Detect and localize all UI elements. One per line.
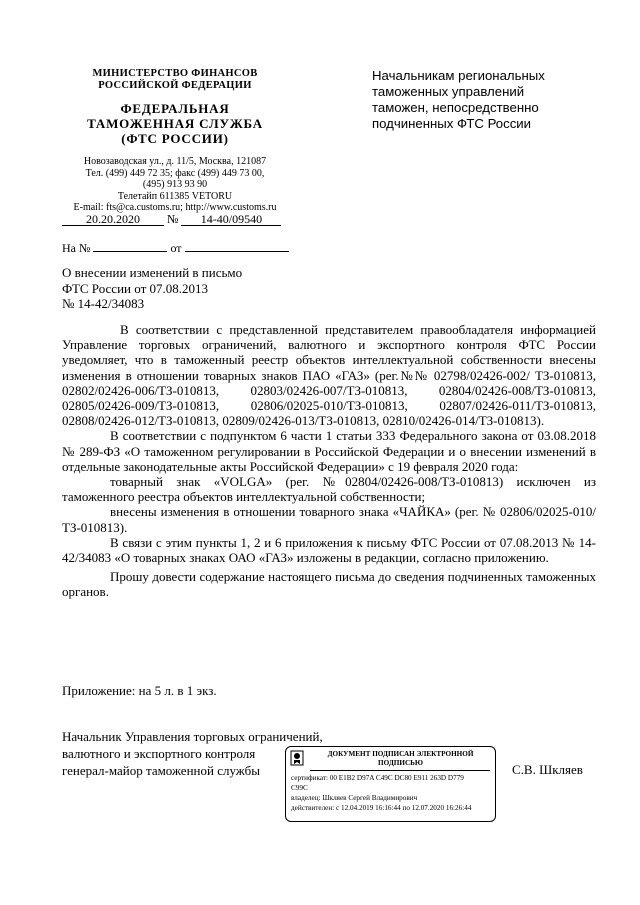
stamp-certificate-line1: сертификат: 00 E1B2 D97A C49C DC80 E911 263D D779 — [291, 774, 464, 782]
ref-label: На № — [62, 241, 91, 255]
stamp-title-line2: ПОДПИСЬЮ — [378, 759, 423, 767]
subject-line3: № 14-42/34083 — [62, 296, 145, 311]
body-paragraph-2: В соответствии с подпунктом 6 части 1 статьи 333 Федерального закона от 03.08.2018 № 289-ФЗ «О таможенном регулировании в Российской Федерации и о внесении изменений в отдельные законодательные акты Российской Федерации» с 19 февраля 2020 года: — [62, 428, 596, 474]
stamp-owner: владелец: Шкляев Сергей Владимирович — [291, 794, 418, 802]
subject — [62, 265, 302, 312]
electronic-signature-stamp — [285, 746, 496, 822]
stamp-divider — [310, 770, 490, 771]
body-paragraph-5: В связи с этим пункты 1, 2 и 6 приложения к письму ФТС России от 07.08.2013 № 14-42/34083 «О товарных знаках ОАО «ГАЗ» изложены в редакции, согласно приложению. — [62, 534, 596, 566]
addressee-line4: подчиненных ФТС России — [372, 116, 532, 131]
outgoing-reference — [62, 212, 281, 226]
stamp-certificate-line2: C99C — [291, 784, 308, 792]
letter-number: 14-40/09540 — [181, 212, 281, 226]
address-line3: (495) 913 93 90 — [142, 179, 208, 190]
service-name-line3: (ФТС РОССИИ) — [121, 131, 229, 146]
subject-line2: ФТС России от 07.08.2013 — [62, 280, 209, 296]
body-paragraph-6: Прошу довести содержание настоящего письма до сведения подчиненных таможенных органов. — [62, 569, 596, 600]
addressee-line3: таможен, непосредственно — [372, 100, 539, 115]
letter-body — [62, 322, 596, 600]
stamp-title-line1: ДОКУМЕНТ ПОДПИСАН ЭЛЕКТРОННОЙ — [327, 750, 474, 758]
addressee-line2: таможенных управлений — [372, 84, 525, 99]
incoming-reference — [62, 238, 289, 255]
signatory-title — [62, 728, 323, 779]
address-line1: Новозаводская ул., д. 11/5, Москва, 121087 — [83, 156, 267, 167]
service-name-line2: ТАМОЖЕННАЯ СЛУЖБА — [87, 116, 263, 131]
address-line4: Телетайп 611385 VETORU — [117, 190, 233, 202]
body-paragraph-3: товарный знак «VOLGA» (рег. №02804/02426-008/ТЗ-010813) исключен из таможенного реестра объектов интеллектуальной собственности; — [62, 474, 596, 505]
ministry-name-line2: РОССИЙСКОЙ ФЕДЕРАЦИИ — [98, 80, 252, 91]
service-name-line1: ФЕДЕРАЛЬНАЯ — [120, 101, 230, 116]
ref-from-label: от — [170, 241, 182, 255]
signatory-title-line3: генерал-майор таможенной службы — [62, 763, 260, 778]
body-paragraph-1: В соответствии с представленной представителем правообладателя информацией Управление торговых ограничений, валютного и экспортного контроля ФТС России уведомляет, что в таможенный реестр объектов интеллектуальной собственности внесены изменения в отношении товарных знаков ПАО «ГАЗ» (рег.№№ 02798/02426-002/ ТЗ-010813, 02802/02426-006/ТЗ-010813, 02803/02426-007/ТЗ-010813, 02804/02426-008/ТЗ-010813, 02805/02426-009/ТЗ-010813, 02806/02025-010/ТЗ-010813, 02807/02426-011/ТЗ-010813, 02808/02426-012/ТЗ-010813, 02809/02426-013/ТЗ-010813, 02810/02426-014/ТЗ-010813). — [62, 322, 596, 429]
subject-line1: О внесении изменений в письмо — [62, 265, 243, 280]
ref-number-blank — [93, 238, 167, 252]
signatory-title-line2: валютного и экспортного контроля — [62, 746, 256, 761]
address-line5: E-mail: fts@ca.customs.ru; http://www.customs.ru — [73, 202, 277, 213]
stamp-validity: действителен: с 12.04.2019 16:16:44 по 12.07.2020 16:26:44 — [291, 804, 472, 812]
addressee — [372, 68, 602, 132]
body-paragraph-4: внесены изменения в отношении товарного знака «ЧАЙКА» (рег. № 02806/02025-010/ТЗ-010813). — [62, 504, 596, 535]
ref-date-blank — [185, 238, 289, 252]
ministry-name-line1: МИНИСТЕРСТВО ФИНАНСОВ — [92, 68, 258, 79]
letterhead — [60, 68, 290, 214]
signatory-name: С.В. Шкляев — [512, 762, 583, 777]
certificate-icon — [290, 750, 304, 766]
address-line2: Тел. (499) 449 72 35; факс (499) 449 73 00, — [85, 167, 265, 179]
number-prefix: № — [167, 212, 179, 226]
letter-date: 20.20.2020 — [62, 212, 164, 226]
addressee-line1: Начальникам региональных — [372, 68, 545, 83]
signatory-title-line1: Начальник Управления торговых ограничений, — [62, 729, 323, 744]
attachment-note: Приложение: на 5 л. в 1 экз. — [62, 683, 217, 698]
